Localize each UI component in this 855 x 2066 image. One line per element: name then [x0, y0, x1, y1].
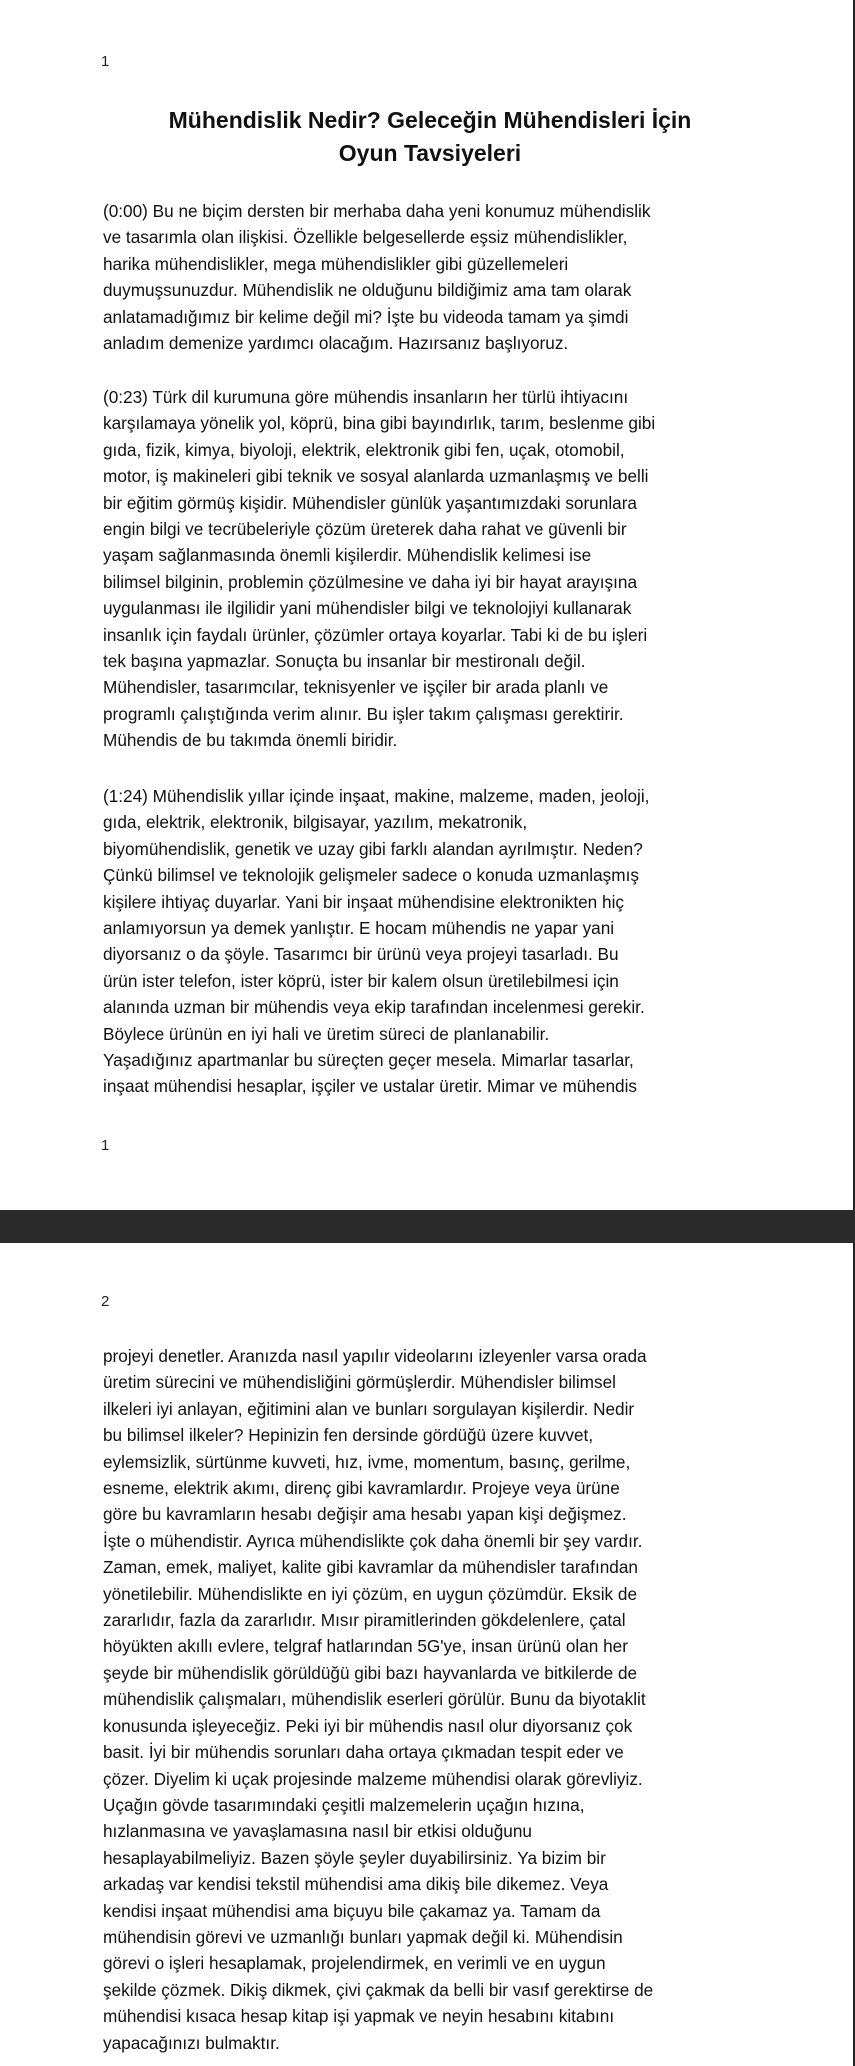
- text-line: harika mühendislikler, mega mühendislikler gibi güzellemeleri: [103, 253, 569, 274]
- text-line: esneme, elektrik akımı, direnç gibi kavramlardır. Projeye veya ürüne: [103, 1478, 620, 1499]
- text-line: hesaplayabilmeliyiz. Bazen şöyle şeyler duyabilirsiniz. Ya bizim bir: [103, 1847, 606, 1868]
- paragraph: [103, 198, 763, 356]
- text-line: motor, iş makineleri gibi teknik ve sosyal alanlarda uzmanlaşmış ve belli: [103, 466, 649, 487]
- text-line: gıda, fizik, kimya, biyoloji, elektrik, elektronik gibi fen, uçak, otomobil,: [103, 439, 625, 460]
- text-line: Mühendis de bu takımda önemli biridir.: [103, 730, 398, 751]
- text-line: anladım demenize yardımcı olacağım. Hazırsanız başlıyoruz.: [103, 333, 569, 354]
- paragraph: [103, 1343, 763, 2056]
- paragraph: [103, 783, 763, 1100]
- text-line: İşte o mühendistir. Ayrıca mühendislikte çok daha önemli bir şey vardır.: [103, 1530, 643, 1551]
- text-line: ürün ister telefon, ister köprü, ister bir kalem olsun üretilebilmesi için: [103, 970, 619, 991]
- title-line: Oyun Tavsiyeleri: [338, 140, 522, 166]
- text-line: çözer. Diyelim ki uçak projesinde malzeme mühendisi olarak görevliyiz.: [103, 1768, 643, 1789]
- text-line: höyükten akıllı evlere, telgraf hatlarından 5G'ye, insan ürünü olan her: [103, 1636, 628, 1657]
- text-line: eylemsizlik, sürtünme kuvveti, hız, ivme, momentum, basınç, gerilme,: [103, 1451, 631, 1472]
- text-line: diyorsanız o da şöyle. Tasarımcı bir ürünü veya projeyi tasarladı. Bu: [103, 944, 619, 965]
- text-line: göre bu kavramların hesabı değişir ama hesabı yapan kişi değişmez.: [103, 1504, 627, 1525]
- text-line: insanlık için faydalı ürünler, çözümler ortaya koyarlar. Tabi ki de bu işleri: [103, 624, 648, 645]
- text-line: anlatamadığımız bir kelime değil mi? İşte bu videoda tamam ya şimdi: [103, 306, 629, 327]
- text-line: bir eğitim görmüş kişidir. Mühendisler günlük yaşantımızdaki sorunlara: [103, 492, 637, 513]
- text-line: kendisi inşaat mühendisi ama biçuyu bile çakamaz ya. Tamam da: [103, 1900, 601, 1921]
- text-line: hızlanmasına ve yavaşlamasına nasıl bir etkisi olduğunu: [103, 1821, 532, 1842]
- text-line: basit. İyi bir mühendis sorunları daha ortaya çıkmadan tespit eder ve: [103, 1742, 624, 1763]
- text-line: bu bilimsel ilkeler? Hepinizin fen dersinde gördüğü üzere kuvvet,: [103, 1425, 594, 1446]
- text-line: Mühendisler, tasarımcılar, teknisyenler ve işçiler bir arada planlı ve: [103, 677, 609, 698]
- text-line: anlamıyorsun ya demek yanlıştır. E hocam mühendis ne yapar yani: [103, 918, 615, 939]
- text-line: zararlıdır, fazla da zararlıdır. Mısır piramitlerinden gökdelenlere, çatal: [103, 1610, 626, 1631]
- text-line: ilkeleri iyi anlayan, eğitimini alan ve bunları sorgulayan kişilerdir. Nedir: [103, 1398, 635, 1419]
- text-line: Zaman, emek, maliyet, kalite gibi kavramlar da mühendisler tarafından: [103, 1557, 638, 1578]
- page-number-top: 1: [101, 53, 110, 70]
- text-line: gıda, elektrik, elektronik, bilgisayar, yazılım, mekatronik,: [103, 812, 528, 833]
- text-line: duymuşsunuzdur. Mühendislik ne olduğunu bildiğimiz ama tam olarak: [103, 280, 632, 301]
- text-line: mühendisi kısaca hesap kitap işi yapmak ve neyin hesabını kitabını: [103, 2006, 615, 2027]
- text-line: bilimsel bilginin, problemin çözülmesine ve daha iyi bir hayat arayışına: [103, 571, 638, 592]
- document-page-2: [0, 1243, 855, 2066]
- text-line: kişilere ihtiyaç duyarlar. Yani bir inşaat mühendisine elektronikten hiç: [103, 891, 624, 912]
- text-line: inşaat mühendisi hesaplar, işçiler ve ustalar üretir. Mimar ve mühendis: [103, 1076, 638, 1097]
- text-line: yapacağınızı bulmaktır.: [103, 2032, 280, 2053]
- page-number-top: 2: [101, 1293, 110, 1310]
- text-line: yaşam sağlanmasında önemli kişilerdir. Mühendislik kelimesi ise: [103, 545, 592, 566]
- text-line: biyomühendislik, genetik ve uzay gibi farklı alandan ayrılmıştır. Neden?: [103, 838, 643, 859]
- text-line: Yaşadığınız apartmanlar bu süreçten geçer mesela. Mimarlar tasarlar,: [103, 1050, 634, 1071]
- page-number-bottom: 1: [101, 1137, 110, 1154]
- text-line: engin bilgi ve tecrübeleriyle çözüm üreterek daha rahat ve güvenli bir: [103, 519, 627, 540]
- page-title: [100, 104, 760, 170]
- text-line: (0:23) Türk dil kurumuna göre mühendis insanların her türlü ihtiyacını: [103, 387, 629, 407]
- text-line: mühendisin görevi ve uzmanlığı bunları yapmak değil ki. Mühendisin: [103, 1926, 623, 1947]
- text-line: uygulanması ile ilgilidir yani mühendisler bilgi ve teknolojiyi kullanarak: [103, 598, 632, 619]
- text-line: Uçağın gövde tasarımındaki çeşitli malzemelerin uçağın hızına,: [103, 1794, 585, 1815]
- text-line: projeyi denetler. Aranızda nasıl yapılır videolarını izleyenler varsa orada: [103, 1346, 647, 1366]
- text-line: arkadaş var kendisi tekstil mühendisi ama dikiş bile dikemez. Veya: [103, 1874, 609, 1895]
- text-line: Çünkü bilimsel ve teknolojik gelişmeler sadece o konuda uzmanlaşmış: [103, 865, 639, 886]
- text-line: üretim sürecini ve mühendisliğini görmüşlerdir. Mühendisler bilimsel: [103, 1372, 616, 1393]
- text-line: mühendislik çalışmaları, mühendislik eserleri görülür. Bunu da biyotaklit: [103, 1689, 646, 1710]
- text-line: alanında uzman bir mühendis veya ekip tarafından incelenmesi gerekir.: [103, 997, 645, 1018]
- text-line: şeyde bir mühendislik görüldüğü gibi bazı hayvanlarda ve bitkilerde de: [103, 1662, 638, 1683]
- text-line: konusunda işleyeceğiz. Peki iyi bir mühendis nasıl olur diyorsanız çok: [103, 1715, 633, 1736]
- text-line: ve tasarımla olan ilişkisi. Özellikle belgesellerde eşsiz mühendislikler,: [103, 227, 628, 248]
- text-line: görevi o işleri hesaplamak, projelendirmek, en verimli ve en uygun: [103, 1953, 606, 1974]
- text-line: Böylece ürünün en iyi hali ve üretim süreci de planlanabilir.: [103, 1023, 550, 1044]
- title-line: Mühendislik Nedir? Geleceğin Mühendisleri İçin: [168, 107, 692, 133]
- paragraph: [103, 384, 763, 754]
- text-line: (1:24) Mühendislik yıllar içinde inşaat, makine, malzeme, maden, jeoloji,: [103, 786, 650, 806]
- text-line: şekilde çözmek. Dikiş dikmek, çivi çakmak da belli bir vasıf gerektirse de: [103, 1979, 654, 2000]
- text-line: karşılamaya yönelik yol, köprü, bina gibi bayındırlık, tarım, beslenme gibi: [103, 413, 656, 434]
- text-line: tek başına yapmazlar. Sonuçta bu insanlar bir mestironalı değil.: [103, 651, 586, 672]
- text-line: yönetilebilir. Mühendislikte en iyi çözüm, en uygun çözümdür. Eksik de: [103, 1583, 638, 1604]
- text-line: programlı çalıştığında verim alınır. Bu işler takım çalışması gerektirir.: [103, 703, 624, 724]
- text-line: (0:00) Bu ne biçim dersten bir merhaba daha yeni konumuz mühendislik: [103, 201, 651, 221]
